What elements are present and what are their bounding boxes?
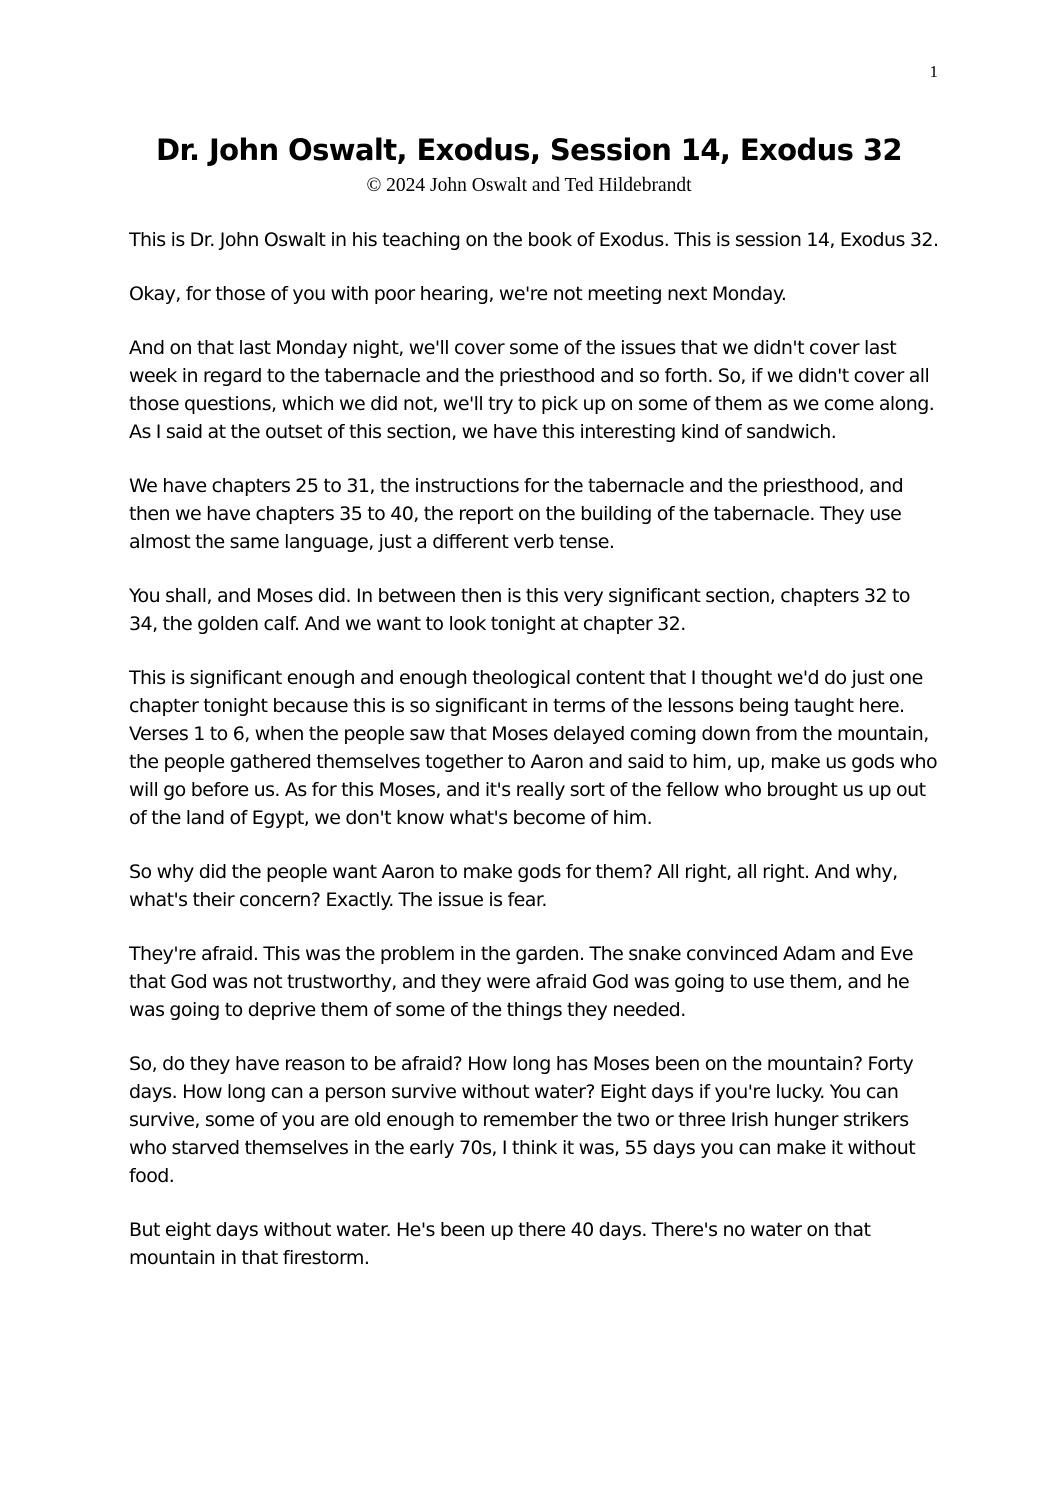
- copyright-line: © 2024 John Oswalt and Ted Hildebrandt: [366, 175, 692, 196]
- paragraph-3: And on that last Monday night, we'll cover some of the issues that we didn't cover last week in regard to the tabernacle and the priesthood and so forth. So, if we didn't cover all those questions, which we did not, we'll try to pick up on some of them as we come along. As I said at the outset of this section, we have this interesting kind of sandwich.: [129, 337, 935, 443]
- paragraph-9: So, do they have reason to be afraid? How long has Moses been on the mountain? Forty days. How long can a person survive without water? Eight days if you're lucky. You can survive, some of you are old enough to remember the two or three Irish hunger strikers who starved themselves in the early 70s, I think it was, 55 days you can make it without food.: [129, 1053, 916, 1187]
- paragraph-7: So why did the people want Aaron to make gods for them? All right, all right. And why, what's their concern? Exactly. The issue is fear.: [129, 861, 898, 911]
- paragraph-6: This is significant enough and enough theological content that I thought we'd do just one chapter tonight because this is so significant in terms of the lessons being taught here. Verses 1 to 6, when the people saw that Moses delayed coming down from the mountain, the people gathered themselves together to Aaron and said to him, up, make us gods who will go before us. As for this Moses, and it's really sort of the fellow who brought us up out of the land of Egypt, we don't know what's become of him.: [129, 667, 938, 829]
- paragraph-8: They're afraid. This was the problem in the garden. The snake convinced Adam and Eve that God was not trustworthy, and they were afraid God was going to use them, and he was going to deprive them of some of the things they needed.: [129, 943, 913, 1021]
- paragraph-4: We have chapters 25 to 31, the instructions for the tabernacle and the priesthood, and then we have chapters 35 to 40, the report on the building of the tabernacle. They use almost the same language, just a different verb tense.: [129, 475, 904, 553]
- document-title: Dr. John Oswalt, Exodus, Session 14, Exodus 32: [156, 133, 902, 167]
- paragraph-5: You shall, and Moses did. In between then is this very significant section, chapters 32 to 34, the golden calf. And we want to look tonight at chapter 32.: [129, 585, 910, 635]
- document-body: [129, 226, 941, 1298]
- page-number: 1: [929, 62, 938, 81]
- paragraph-10: But eight days without water. He's been up there 40 days. There's no water on that mountain in that firestorm.: [129, 1219, 871, 1269]
- paragraph-1: This is Dr. John Oswalt in his teaching on the book of Exodus. This is session 14, Exodus 32.: [129, 229, 939, 251]
- paragraph-2: Okay, for those of you with poor hearing, we're not meeting next Monday.: [129, 283, 787, 305]
